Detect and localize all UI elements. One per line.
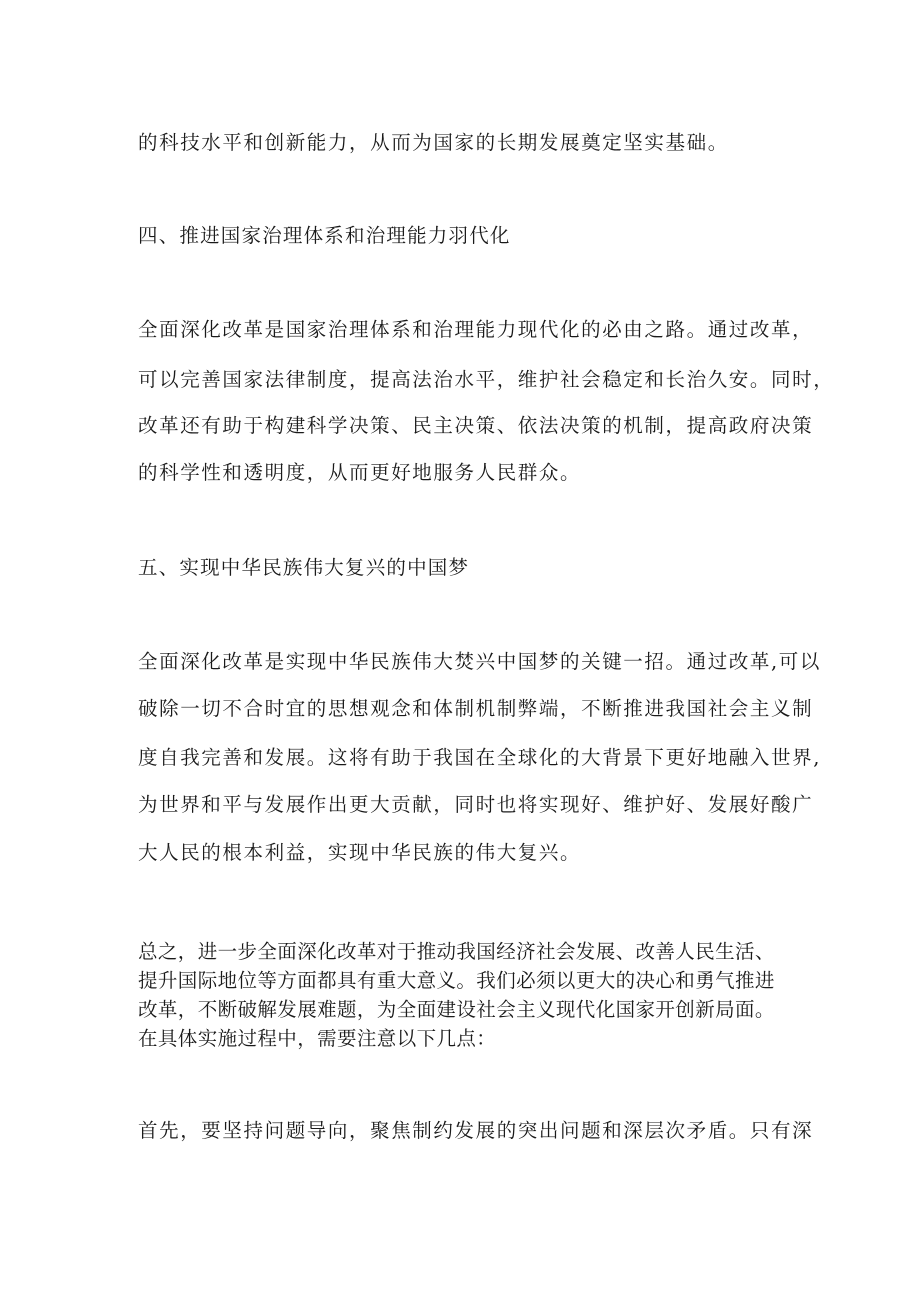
paragraph-line: 提升国际地位等方面都具有重大意义。我们必须以更大的决心和勇气推进 (138, 969, 775, 992)
intro-fragment: 的科技水平和创新能力，从而为国家的长期发展奠定坚实基础。 (138, 131, 729, 154)
paragraph-line: 度自我完善和发展。这将有助于我国在全球化的大背景下更好地融入世界, (138, 746, 821, 769)
paragraph-line: 总之，进一步全面深化改革对于推动我国经济社会发展、改善人民生活、 (138, 940, 775, 963)
section-5-heading: 五、实现中华民族伟大复兴的中国梦 (138, 556, 470, 579)
paragraph-line: 的科学性和透明度，从而更好地服务人民群众。 (138, 461, 582, 484)
paragraph-line: 破除一切不合时宜的思想观念和体制机制弊端，不断推进我国社会主义制 (138, 697, 814, 720)
paragraph-line: 大人民的根本利益，实现中华民族的伟大复兴。 (138, 841, 582, 864)
paragraph-line: 改革，不断破解发展难题，为全面建设社会主义现代化国家开创新局面。 (138, 998, 775, 1021)
first-point-line: 首先，要坚持问题导向，聚焦制约发展的突出问题和深层次矛盾。只有深 (138, 1119, 814, 1142)
paragraph-line: 在具体实施过程中，需要注意以下几点： (138, 1027, 497, 1050)
section-4-heading: 四、推进国家治理体系和治理能力羽代化 (138, 224, 511, 247)
paragraph-line: 全面深化改革是国家治理体系和治理能力现代化的必由之路。通过改革， (138, 318, 814, 341)
paragraph-line: 全面深化改革是实现中华民族伟大焚兴中国梦的关键一招。通过改革,可以 (138, 650, 821, 673)
paragraph-line: 改革还有助于构建科学决策、民主决策、依法决策的机制，提高政府决策 (138, 414, 814, 437)
paragraph-line: 为世界和平与发展作出更大贡献，同时也将实现好、维护好、发展好酸广 (138, 793, 814, 816)
paragraph-line: 可以完善国家法律制度，提高法治水平，维护社会稳定和长治久安。同时， (138, 368, 835, 391)
